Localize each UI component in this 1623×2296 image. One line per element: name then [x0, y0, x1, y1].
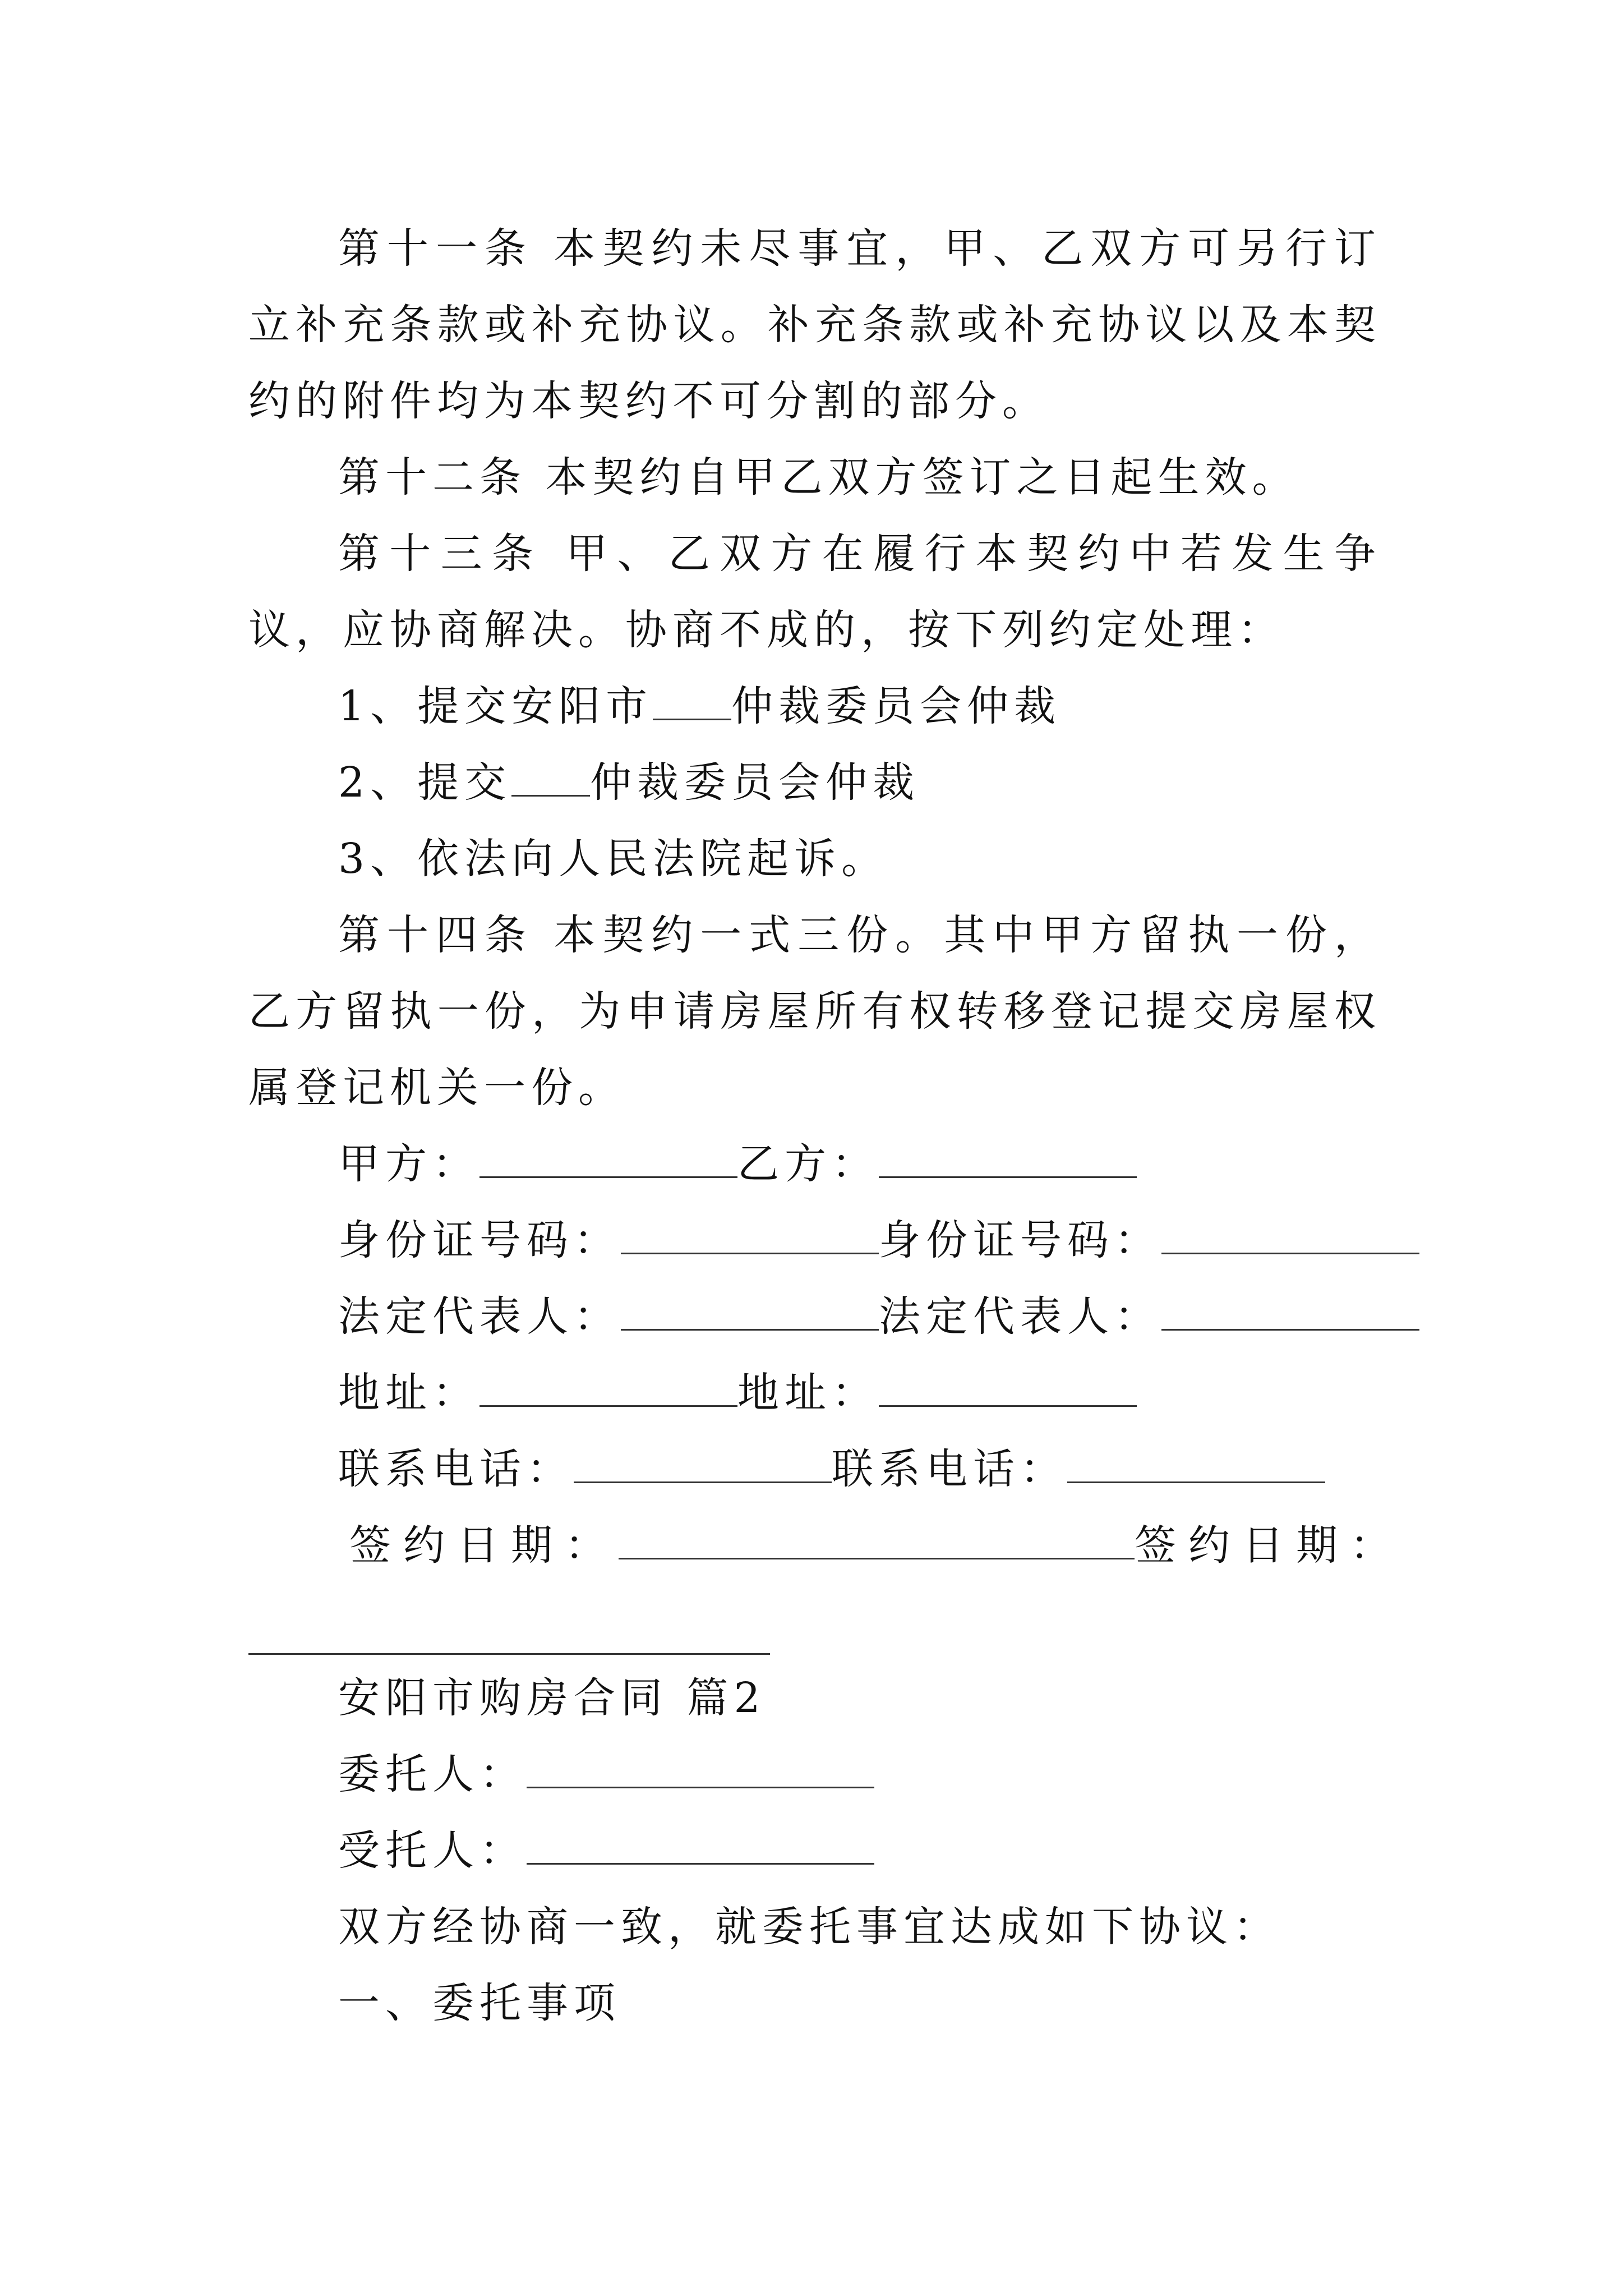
document-body — [248, 210, 1404, 2041]
signature-date-row — [248, 1507, 1404, 1584]
rep-a-label: 法定代表人： — [338, 1292, 621, 1341]
phone-b-blank — [1067, 1440, 1325, 1483]
client-blank — [527, 1745, 874, 1788]
phone-b-label: 联系电话： — [832, 1445, 1067, 1493]
article-11: 第十一条 本契约未尽事宜，甲、乙双方可另行订立补充条款或补充协议。补充条款或补充协议以及本契约的附件均为本契约不可分割的部分。 — [248, 224, 1381, 425]
rep-a-blank — [621, 1287, 879, 1331]
section-2-title: 安阳市购房合同 篇2 — [338, 1674, 766, 1722]
id-a-label: 身份证号码： — [338, 1216, 621, 1264]
date-a-blank — [619, 1516, 1135, 1559]
signature-id-row — [248, 1202, 1381, 1278]
phone-a-label: 联系电话： — [338, 1445, 574, 1493]
phone-a-blank — [574, 1440, 832, 1483]
date-b-blank — [248, 1614, 770, 1655]
date-b-label: 签约日期： — [1135, 1521, 1404, 1570]
signature-party-row — [248, 1126, 1381, 1202]
party-b-blank — [879, 1135, 1137, 1178]
signature-address-row — [248, 1355, 1381, 1431]
addr-b-label: 地址： — [737, 1369, 879, 1417]
option-2-prefix: 2、提交 — [338, 758, 512, 807]
option-2-suffix: 仲裁委员会仲裁 — [590, 758, 920, 807]
rep-b-label: 法定代表人： — [879, 1292, 1161, 1341]
party-a-label: 甲方： — [338, 1140, 479, 1188]
agent-row — [248, 1812, 1381, 1889]
party-a-blank — [479, 1135, 737, 1178]
dispute-option-1 — [248, 668, 1381, 744]
agent-label: 受托人： — [338, 1826, 527, 1875]
id-b-label: 身份证号码： — [879, 1216, 1161, 1264]
client-label: 委托人： — [338, 1750, 527, 1798]
agent-blank — [527, 1821, 874, 1865]
date-a-label: 签约日期： — [349, 1521, 619, 1570]
article-12: 第十二条 本契约自甲乙双方签订之日起生效。 — [338, 453, 1299, 501]
section-2-item-1: 一、委托事项 — [338, 1979, 621, 2027]
dispute-option-3: 3、依法向人民法院起诉。 — [338, 835, 889, 883]
addr-a-label: 地址： — [338, 1369, 479, 1417]
signature-phone-row — [248, 1431, 1381, 1507]
article-13: 第十三条 甲、乙双方在履行本契约中若发生争议，应协商解决。协商不成的，按下列约定处理： — [248, 530, 1381, 654]
addr-b-blank — [879, 1364, 1137, 1407]
article-14: 第十四条 本契约一式三份。其中甲方留执一份，乙方留执一份，为申请房屋所有权转移登记提交房屋权属登记机关一份。 — [248, 911, 1381, 1112]
dispute-option-2 — [248, 744, 1381, 821]
arbitration-city-blank — [653, 677, 731, 720]
party-b-label: 乙方： — [737, 1140, 879, 1188]
rep-b-blank — [1161, 1287, 1419, 1331]
id-a-blank — [621, 1211, 879, 1254]
signature-rep-row — [248, 1278, 1381, 1355]
section-2-intro: 双方经协商一致，就委托事宜达成如下协议： — [338, 1903, 1280, 1951]
option-1-prefix: 1、提交安阳市 — [338, 682, 653, 730]
arbitration-commission-blank — [511, 753, 590, 797]
option-1-suffix: 仲裁委员会仲裁 — [731, 682, 1062, 730]
client-row — [248, 1736, 1381, 1812]
id-b-blank — [1161, 1211, 1419, 1254]
addr-a-blank — [479, 1364, 737, 1407]
date-b-blank-row — [248, 1603, 1381, 1660]
